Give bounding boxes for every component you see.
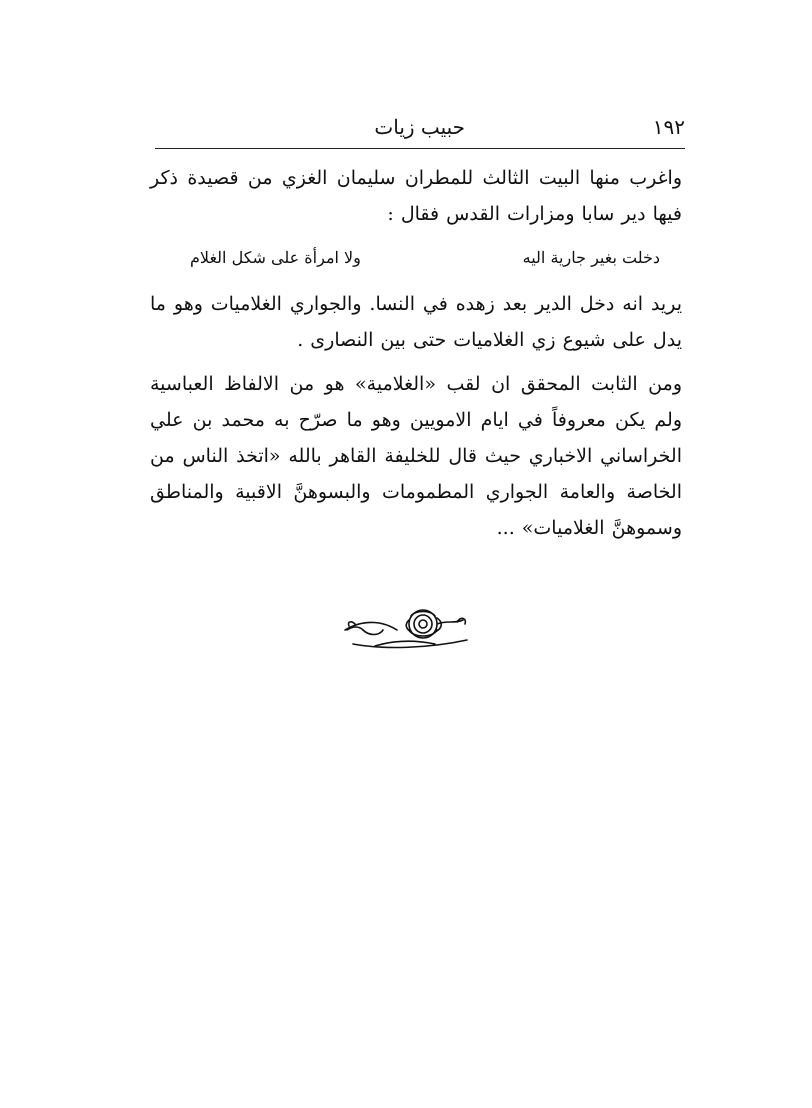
- header-rule: [155, 148, 685, 149]
- verse-hemistich-second: ولا امرأة على شكل الغلام: [190, 248, 361, 267]
- floral-tailpiece-icon: [335, 600, 475, 660]
- verse-hemistich-first: دخلت بغير جارية اليه: [522, 248, 660, 267]
- paragraph-commentary: يريد انه دخل الدير بعد زهده في النسا. والجواري الغلاميات وهو ما يدل على شيوع زي الغلاميات حتى بين النصارى .: [150, 293, 682, 351]
- verse-line: [160, 240, 670, 276]
- page-number: ١٩٢: [652, 115, 685, 139]
- page-header: [155, 112, 685, 142]
- running-title: حبيب زيات: [374, 115, 465, 139]
- paragraph-intro: واغرب منها البيت الثالث للمطران سليمان الغزي من قصيدة ذكر فيها دير سابا ومزارات القدس فقال :: [150, 167, 682, 225]
- paragraph-history: ومن الثابت المحقق ان لقب «الغلامية» هو من الالفاظ العباسية ولم يكن معروفاً في ايام الامويين وهو ما صرّح به محمد بن علي الخراساني الاخباري حيث قال للخليفة القاهر بالله «اتخذ الناس من الخاصة والعامة الجواري المطمومات والبسوهنَّ الاقبية والمناطق وسموهنَّ الغلاميات» ...: [150, 373, 682, 539]
